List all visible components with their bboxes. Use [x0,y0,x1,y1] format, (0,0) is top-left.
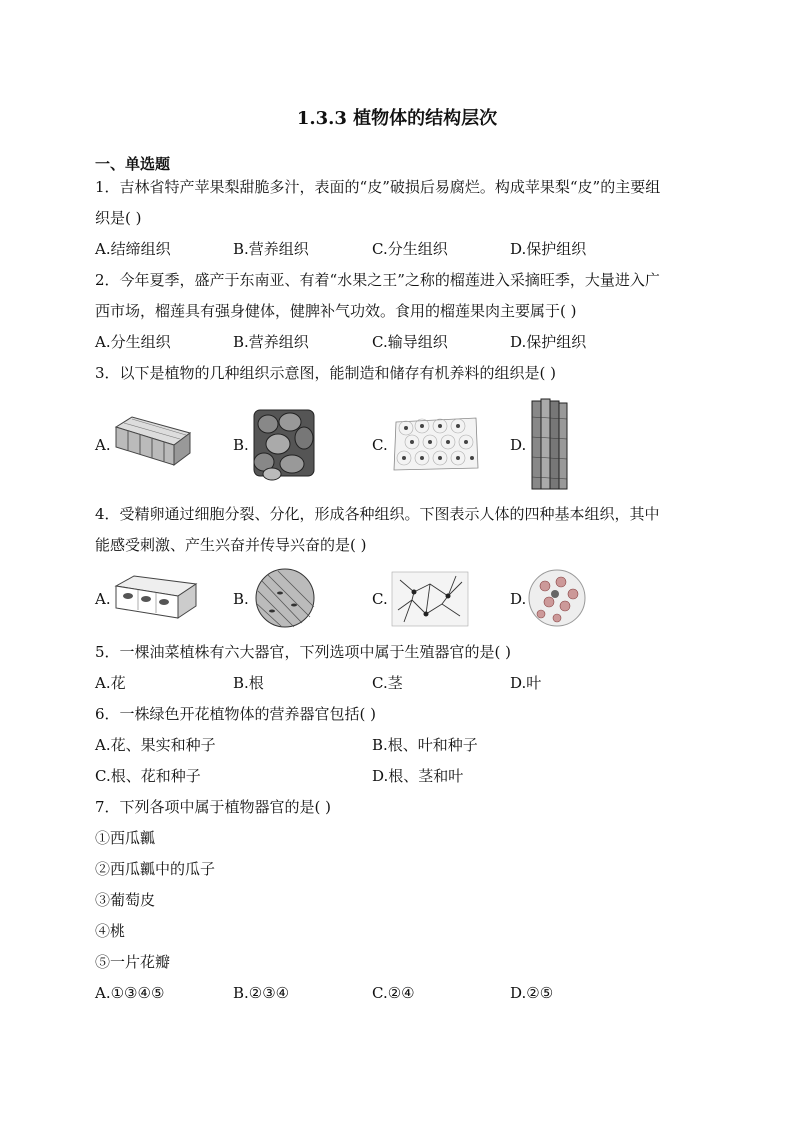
q5-option-d[interactable]: D.叶 [510,674,542,692]
q3-option-b[interactable]: B. [233,436,249,454]
epidermis-tissue-image [112,415,192,467]
q6-option-d[interactable]: D.根、茎和叶 [372,767,464,785]
question-7-text: 7．下列各项中属于植物器官的是( ) [95,798,332,816]
page-title: 1.3.3 植物体的结构层次 [296,108,498,129]
q7-item-5: ⑤一片花瓣 [95,953,171,971]
muscle-tissue-image [250,567,320,629]
q5-option-b[interactable]: B.根 [233,674,264,692]
conducting-tissue-image [526,397,574,493]
question-1-text-line1: 1．吉林省特产苹果梨甜脆多汁，表面的“皮”破损后易腐烂。构成苹果梨“皮”的主要组 [95,178,661,196]
epithelial-tissue-image [112,572,198,622]
q5-option-c[interactable]: C.茎 [372,674,403,692]
question-3-text: 3．以下是植物的几种组织示意图，能制造和储存有机养料的组织是( ) [95,364,557,382]
q7-item-1: ①西瓜瓤 [95,829,156,847]
parenchyma-tissue-image [248,404,320,484]
section-heading: 一、单选题 [95,155,171,173]
q7-item-3: ③葡萄皮 [95,891,156,909]
question-2-text-line2: 西市场，榴莲具有强身健体，健脾补气功效。食用的榴莲果肉主要属于( ) [95,302,577,320]
q4-option-d[interactable]: D. [510,590,527,608]
q3-option-c[interactable]: C. [372,436,388,454]
q2-option-c[interactable]: C.输导组织 [372,333,448,351]
q2-option-d[interactable]: D.保护组织 [510,333,587,351]
q7-option-b[interactable]: B.②③④ [233,984,290,1002]
q1-option-c[interactable]: C.分生组织 [372,240,448,258]
q7-option-c[interactable]: C.②④ [372,984,415,1002]
question-4-text-line1: 4．受精卵通过细胞分裂、分化，形成各种组织。下图表示人体的四种基本组织，其中 [95,505,660,523]
q5-option-a[interactable]: A.花 [95,674,126,692]
q2-option-b[interactable]: B.营养组织 [233,333,309,351]
question-2-text-line1: 2．今年夏季，盛产于东南亚、有着“水果之王”之称的榴莲进入采摘旺季，大量进入广 [95,271,660,289]
q1-option-a[interactable]: A.结缔组织 [95,240,171,258]
q3-option-d[interactable]: D. [510,436,527,454]
q4-option-b[interactable]: B. [233,590,249,608]
q1-option-d[interactable]: D.保护组织 [510,240,587,258]
q4-option-a[interactable]: A. [95,590,111,608]
q6-option-b[interactable]: B.根、叶和种子 [372,736,478,754]
q7-option-d[interactable]: D.②⑤ [510,984,554,1002]
question-5-text: 5．一棵油菜植株有六大器官，下列选项中属于生殖器官的是( ) [95,643,512,661]
q6-option-a[interactable]: A.花、果实和种子 [95,736,216,754]
q1-option-b[interactable]: B.营养组织 [233,240,309,258]
meristem-tissue-image [390,414,482,474]
q7-option-a[interactable]: A.①③④⑤ [95,984,165,1002]
nerve-tissue-image [390,570,470,628]
q3-option-a[interactable]: A. [95,436,111,454]
question-6-text: 6．一株绿色开花植物体的营养器官包括( ) [95,705,377,723]
question-4-text-line2: 能感受刺激、产生兴奋并传导兴奋的是( ) [95,536,367,554]
connective-tissue-image [527,568,587,628]
q6-option-c[interactable]: C.根、花和种子 [95,767,201,785]
q2-option-a[interactable]: A.分生组织 [95,333,171,351]
q7-item-2: ②西瓜瓤中的瓜子 [95,860,216,878]
q7-item-4: ④桃 [95,922,126,940]
question-1-text-line2: 织是( ) [95,209,142,227]
q4-option-c[interactable]: C. [372,590,388,608]
